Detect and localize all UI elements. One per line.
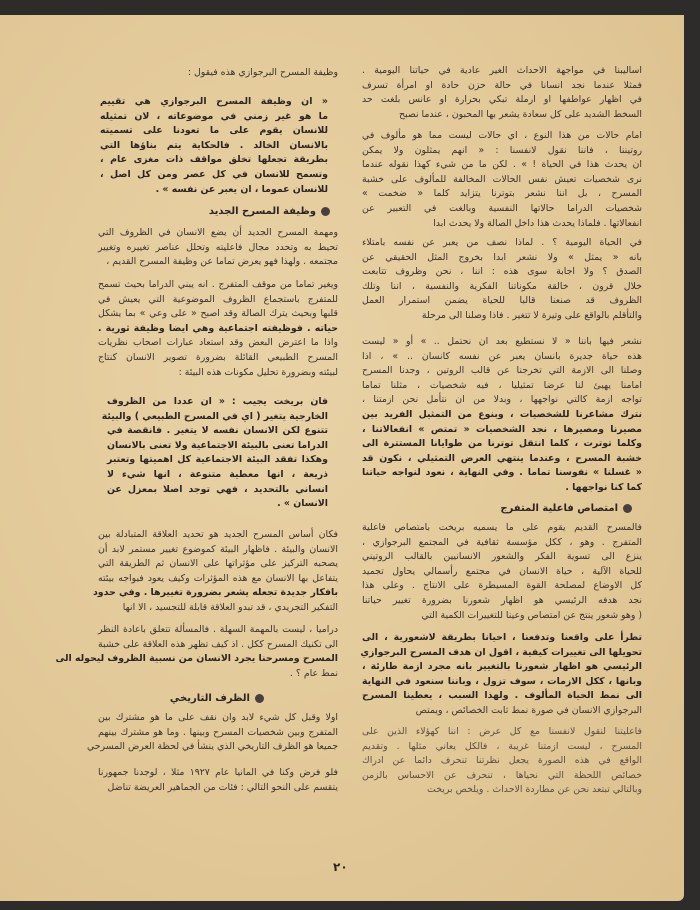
text-line: هذه حياة جديرة بانسان يعبر عن نفسه كانسان .. » ، اذا xyxy=(362,350,642,362)
text-line: تواجه ازمة كالتي نواجهها ، وبدلا من ان نتأمل نحن ازمتنا ، xyxy=(362,394,642,406)
text-line: يتقسم على النحو التالي : فئات من الجماهير العريضة تناضل xyxy=(107,781,338,793)
paragraph xyxy=(362,335,642,496)
text-line: جميعا هو الظرف التاريخي الذي ينشأ في لحظة العرض المسرحي xyxy=(86,741,338,753)
section-heading xyxy=(170,693,264,704)
text-line: بطريقة تجعلها تخلق مواقف ذات مغزى عام ، xyxy=(100,154,328,166)
text-line: فلو فرض وكنا في المانيا عام ١٩٢٧ مثلا ، لوجدنا جمهورنا xyxy=(98,767,338,778)
section-heading xyxy=(209,206,330,217)
text-line: وظيفة المسرح البرجوازي هذه فيقول : xyxy=(187,67,338,78)
text-line: خشبة المسرح ، وعندما ينتهي العرض التمثيلي ، نكون قد xyxy=(362,452,642,464)
text-line: لبيئته وبضرورة تحليل مكونات هذه البيئة : xyxy=(178,366,338,378)
bullet-icon xyxy=(321,207,330,216)
text-line: المسرح ، ليست ازمتنا غريبة ، فالكل يعاني مثلها . وتقديم xyxy=(362,740,642,752)
text-line: انساني بالتحديد ، فهي توجد اصلا بمعزل عن xyxy=(107,483,328,495)
heading-text: امتصاص فاعلية المتفرج xyxy=(500,503,618,514)
text-line: انفعالاتها . فلماذا يحدث هذا داخل الصالة ولا يحدث ابدا xyxy=(433,217,642,229)
page-number: ٢٠ xyxy=(333,860,348,874)
scanned-page xyxy=(0,15,684,901)
quote xyxy=(101,395,328,512)
text-line: نرى شخصيات تعيش نفس الحالات المخالفة للمألوف على خشبة xyxy=(362,173,642,185)
heading-text: وظيفة المسرح الجديد xyxy=(208,206,316,217)
paragraph xyxy=(55,623,338,681)
bullet-icon xyxy=(623,504,632,513)
text-line: فاعليتنا لنقول لانفسنا مع كل عرض : اننا كهؤلاء الذين على xyxy=(362,726,642,737)
text-line: بافكار جديدة تجعله يشعر بضرورة تغييرها . وفي حدود xyxy=(92,587,338,599)
text-line: الدراما تعنى بالبيئة الاجتماعية ولا تعنى بالانسان xyxy=(107,439,328,451)
text-line: نجد هدفه الرئيسي هو اظهار شعورنا بضرورة تغيير حياتنا xyxy=(362,594,642,606)
text-line: الظروف قد صنعنا قالبا للحياة يضمن استمرار العمل xyxy=(362,295,642,307)
text-line: فكان أساس المسرح الجديد هو تحديد العلاقة المتبادلة بين xyxy=(98,529,338,540)
paragraph xyxy=(98,226,338,270)
text-line: كما كنا نواجهها . xyxy=(565,481,642,493)
text-line: الواقع في هذه الصورة يجعل نظرتنا تنحرف دائما عن ادراك xyxy=(362,755,642,767)
text-line: يتفاعل بها الانسان مع هذه المؤثرات وكيف يعود فيواجه بيئته xyxy=(98,572,338,584)
text-line: قلبها وبحيث يترك الصالة وقد اصبح « على وعي » بما يشكل xyxy=(98,308,338,320)
text-line: دراميا ، ليست بالمهمة السهلة . فالمسألة تتعلق باعادة النظر xyxy=(98,624,338,635)
text-line: للانسان عموما ، ان يعبر عن نفسه » . xyxy=(155,183,328,195)
text-line: للحياة الآلية ، حياة الانسان في مجتمع رأسمالي يحاول تجميد xyxy=(362,565,642,577)
quote xyxy=(100,95,328,197)
bullet-icon xyxy=(255,694,264,703)
paragraph xyxy=(362,236,642,324)
text-line: روتيننا ، فاننا نقول لانفسنا : « انهم يمثلون ولا يمكن xyxy=(362,144,642,156)
text-line: واذا ما اعترض البعض وقد استعاد عبارات اصحاب نظريات xyxy=(98,337,338,349)
paragraph xyxy=(86,711,338,755)
text-line: ينزع الى تسوية الفكر والشعور الانسانيين بالقالب الروتيني xyxy=(362,551,642,563)
text-line: مصيرنا ومصيرها ، نجد الشخصيات « تمتص » انفعالاتنا ، xyxy=(362,423,642,435)
text-line: خلال قرون ، خالقة مكوناتنا الفكرية والنفسية ، اننا وتلك xyxy=(362,280,642,292)
text-line: بالانسان الخالد . فالحكاية يتم بناؤها التي xyxy=(100,139,328,151)
text-line: حياته . فوظيفته اجتماعية وهي ايضا وظيفة ثورية . xyxy=(98,322,338,334)
text-line: كل الاوضاع لمصلحة القوة المسيطرة على الانتاج . وعلى هذا xyxy=(362,580,642,592)
text-line: نمط عام ؟ . xyxy=(289,667,338,679)
text-line: فمثلا عندما نجد انسانا في حالة حزن حادة او امرأة تسرف xyxy=(362,79,642,91)
heading-text: الظرف التاريخي xyxy=(169,693,250,704)
text-line: الى نمط الحياة المألوف . ولهذا السبب ، يعطينا المسرح xyxy=(362,690,642,702)
text-line: شخصيات الدراما حالاتها النفسية وبالغت في التعبير عن xyxy=(362,202,642,214)
text-line: في الحياة اليومية ؟ . لماذا نصف من يعبر عن نفسه بامتلاء xyxy=(362,237,642,248)
text-line: ان يحدث هذا في الحياة ! » . لكن ما من شيء كهذا نقوله عندما xyxy=(362,159,642,171)
paragraph xyxy=(98,766,338,795)
text-line: تطرأ على واقعنا وتدفعنا ، احيانا بطريقة لاشعورية ، الى xyxy=(362,632,642,643)
text-line: يصحبه التركيز على مؤثراتها على الانسان ثم الطريقة التي xyxy=(98,558,338,570)
text-line: الرئيسي هو اظهار شعورنا بالتغيير بانه مجرد ازمة طارئة ، xyxy=(362,661,642,673)
text-line: المسرح الطبيعي القائلة بضرورة تصوير الانسان كنتاج xyxy=(98,351,338,363)
text-line: المسرح ومسرحنا يجرد الانسان من نسبية الظروف ليحوله الى xyxy=(55,653,338,665)
text-line: الانسان » . xyxy=(277,498,328,510)
text-line: ما هو غير زمني في موضوعاته ، لان تمثيله xyxy=(100,110,328,122)
text-line: البرجوازي الانسان في صورة نمط ثابت الخصائص ، ويمتص xyxy=(415,704,642,716)
text-line: وبالتالي تبتعد نحن عن مطاردة الاحداث . ويلخص بريخت xyxy=(427,784,642,796)
text-line: تحويلها الى تغييرات كيفية ، اقول ان هدف المسرح البرجوازي xyxy=(360,646,642,658)
text-line: والتأقلم بالواقع على وتيرة لا تتغير . فاذا وصلنا الى مرحلة xyxy=(421,309,642,321)
text-line: ( وهو شعور ينتج عن امتصاص وعينا للتغييرات الكمية التي xyxy=(421,609,642,621)
paragraph xyxy=(92,528,338,616)
text-line: اولا وقبل كل شيء لابد وان نقف على ما هو مشترك بين xyxy=(98,712,338,723)
text-line: وتسمح للانسان في كل عصر ومن كل اصل ، xyxy=(100,168,328,180)
text-line: بانه « يمثل » ولا نشعر ابدا بخروج المثل الحقيقي عن xyxy=(362,251,642,263)
intro-line xyxy=(98,66,338,81)
text-line: نترك مشاعرنا للشخصيات ، وبنوع من التمثيل الفريد بين xyxy=(362,408,642,420)
paragraph xyxy=(362,521,642,623)
text-line: الخارجية يتغير ( اي في المسرح الطبيعي ) والبيئة xyxy=(101,410,328,422)
section-heading xyxy=(500,503,632,514)
text-line: للانسان يقوم على ما تعودنا على تسميته xyxy=(100,125,328,137)
paragraph xyxy=(362,129,642,231)
text-line: امام حالات من هذا النوع ، اي حالات ليست مما هو مألوف في xyxy=(362,130,642,141)
text-line: للمتفرج باستجماع الظروف الموضوعية التي يعيش في xyxy=(98,293,338,305)
text-line: المسرح ، بل اننا نشعر بتوترنا يتزايد كلما « ضخمت » xyxy=(362,188,642,200)
text-line: نشعر فيها باننا « لا نستطيع بعد ان نحتمل .. » أو « ليست xyxy=(362,336,642,347)
text-line: ذريعة ، انها معطية متنوعة ، انها شيء لا xyxy=(107,468,328,480)
text-line: ويغير تماما من موقف المتفرج . انه يبني الدراما بحيث تسمح xyxy=(98,279,338,290)
text-line: مجتمعه . ولهذا فهو يعرض تماما عن وظيفة المسرح القديم ، xyxy=(106,256,338,268)
text-line: فالمسرح القديم يقوم على ما يسميه بريخت بامتصاص فاعلية xyxy=(362,522,642,533)
text-line: « غسلنا » نفوسنا تماما . وفي النهاية ، نعود لنواجه حياتنا xyxy=(362,467,642,479)
text-line: وبانها ، ككل الازمات ، سوف تزول ، وباننا سنعود في النهاية xyxy=(362,675,642,687)
paragraph xyxy=(362,725,642,798)
paragraph xyxy=(362,64,642,122)
text-line: المتفرج وبين شخصيات المسرح وبينها . وما هو مشترك بينهم xyxy=(98,726,338,738)
text-line: اساليبنا في مواجهة الاحداث الغير عادية في حياتنا اليومية . xyxy=(362,65,642,76)
text-line: امامنا يهيئ لنا عرضا تمثيليا ، فيه شخصيات ، مثلنا تماما xyxy=(362,379,642,391)
text-line: في اظهار عواطفها او ارملة تبكي بحرارة او عانس بلغت حد xyxy=(362,94,642,106)
text-line: فان بريخت يجيب : « ان عددا من الظروف xyxy=(107,396,328,407)
paragraph xyxy=(362,631,642,719)
text-line: الصدق ؟ ولا اجابة سوى هذه : اننا ، نحن وظروف تتابعت xyxy=(362,266,642,278)
text-line: وصلنا الى الازمة التي تخرجنا عن قالب الروتين ، وجدنا المسرح xyxy=(362,365,642,377)
text-line: المتفرج . وهو ، ككل مؤسسة ثقافية في المجتمع البرجوازي ، xyxy=(362,536,642,548)
paragraph xyxy=(98,278,338,380)
text-line: الانسان والبيئة . فاظهار البيئة كموضوع تغيير مستمر لابد أن xyxy=(98,543,338,555)
text-line: « ان وظيفة المسرح البرجوازي هي تقييم xyxy=(100,96,328,107)
text-line: التفكير التجريدي ، قد تبدو العلاقة قابلة للتجسيد ، الا انها xyxy=(122,601,338,613)
text-line: تتنوع لكن الانسان نفسه لا يتغير . فانقصة في xyxy=(107,425,328,437)
text-line: تحيط به وتحدد مجال فاعليته وتحلل عناصر تغييره وتغيير xyxy=(98,241,338,253)
text-line: وكلما توترت ، كلما انتقل توترنا من طوايانا المستترة الى xyxy=(362,438,642,450)
text-line: وهكذا تفقد البيئة الاجتماعية كل اهميتها وتعتبر xyxy=(107,454,328,466)
text-line: خصائص اللحظة التي نحياها ، تنحرف عن الاحساس بالزمن xyxy=(362,769,642,781)
text-line: السخط الشديد على كل سعادة يشعر بها المحبون ، عندما نصبح xyxy=(398,108,642,120)
text-line: ومهمة المسرح الجديد أن يضع الانسان في الظروف التي xyxy=(98,227,338,238)
text-line: الى تكنيك المسرح ككل . اذ كيف تظهر هذه العلاقة على خشبة xyxy=(98,638,338,650)
